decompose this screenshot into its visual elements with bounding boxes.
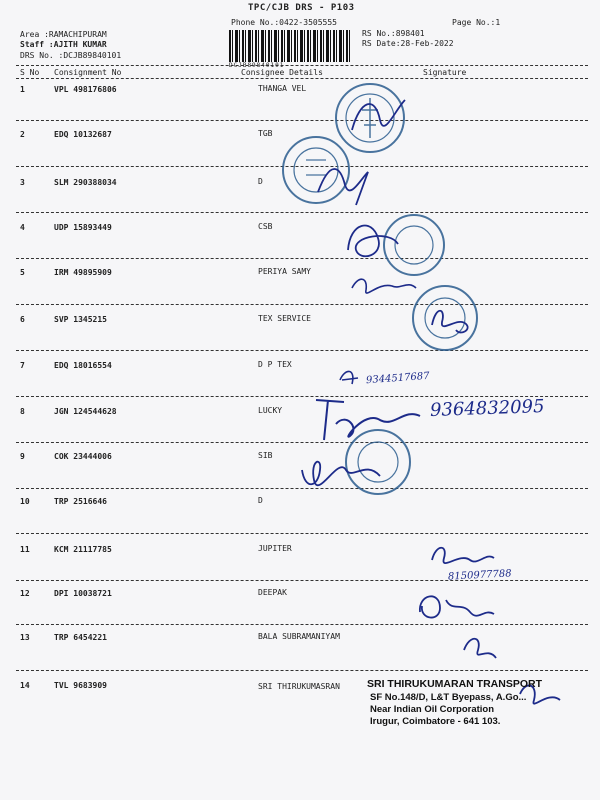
signature-11	[432, 548, 494, 563]
row-consignee: THANGA VEL	[258, 84, 307, 93]
sib-bank-stamp	[346, 430, 410, 494]
row-consignee: JUPITER	[258, 544, 292, 553]
row-sno: 7	[20, 361, 25, 370]
row-consignee: SRI THIRUKUMASRAN	[258, 682, 340, 691]
csb-bank-stamp	[384, 215, 444, 275]
signature-7	[340, 371, 358, 384]
row-consignment: UDP 15893449	[54, 223, 112, 232]
row-consignee: LUCKY	[258, 406, 283, 415]
row-consignment: EDQ 10132687	[54, 130, 112, 139]
handwritten-phone-8: 9364832095	[429, 396, 545, 421]
rs-date: RS Date:28-Feb-2022	[362, 39, 454, 48]
row-sno: 13	[20, 633, 30, 642]
row-consignment: TVL 9683909	[54, 681, 107, 690]
row-consignment: SVP 1345215	[54, 315, 107, 324]
row-consignee: BALA SUBRAMANIYAM	[258, 632, 340, 641]
row-sno: 10	[20, 497, 30, 506]
document-title: TPC/CJB DRS - P103	[248, 3, 355, 13]
row-sno: 5	[20, 268, 25, 277]
company-stamp-line1: SF No.148/D, L&T Byepass, A.Go...	[370, 692, 527, 703]
row-consignment: SLM 290388034	[54, 178, 117, 187]
page-number: Page No.:1	[452, 18, 501, 27]
row-sno: 9	[20, 452, 25, 461]
column-header-sno: S No	[20, 68, 40, 77]
row-consignee: D	[258, 496, 263, 505]
column-header-consignee: Consignee Details	[241, 68, 323, 77]
signature-12	[420, 596, 494, 617]
company-stamp-name: SRI THIRUKUMARAN TRANSPORT	[367, 678, 542, 690]
row-consignment: JGN 124544628	[54, 407, 117, 416]
row-consignee: SIB	[258, 451, 273, 460]
row-consignment: VPL 498176806	[54, 85, 117, 94]
row-consignment: TRP 6454221	[54, 633, 107, 642]
company-stamp-line2: Near Indian Oil Corporation	[370, 704, 495, 715]
row-consignment: IRM 49895909	[54, 268, 112, 277]
company-stamp-line3: Irugur, Coimbatore - 641 103.	[370, 716, 501, 727]
row-sno: 6	[20, 315, 25, 324]
row-sno: 3	[20, 178, 25, 187]
row-consignment: DPI 10038721	[54, 589, 112, 598]
row-sno: 11	[20, 545, 30, 554]
row-sno: 1	[20, 85, 25, 94]
row-consignment: KCM 21117785	[54, 545, 112, 554]
tex-service-stamp	[413, 286, 477, 350]
row-consignee: DEEPAK	[258, 588, 287, 597]
row-consignee: TGB	[258, 129, 273, 138]
row-sno: 14	[20, 681, 30, 690]
column-header-signature: Signature	[423, 68, 467, 77]
row-sno: 4	[20, 223, 25, 232]
signature-8	[316, 400, 420, 440]
drs-number: DRS No. :DCJB89840101	[20, 51, 122, 60]
signature-1	[352, 100, 405, 130]
row-consignee: PERIYA SAMY	[258, 267, 311, 276]
signature-13	[464, 639, 496, 658]
phone-number: Phone No.:0422-3505555	[231, 18, 337, 27]
handwritten-phone-11: 8150977788	[447, 568, 512, 583]
row-consignee: D	[258, 177, 263, 186]
area-label: Area :RAMACHIPURAM	[20, 30, 107, 39]
row-consignee: D P TEX	[258, 360, 292, 369]
staff-label: Staff :AJITH KUMAR	[20, 40, 107, 49]
row-sno: 12	[20, 589, 30, 598]
rs-number: RS No.:898401	[362, 29, 425, 38]
row-consignment: COK 23444006	[54, 452, 112, 461]
signature-5	[352, 279, 416, 293]
signature-2	[318, 169, 368, 205]
bank-stamp-1	[336, 84, 404, 152]
handwritten-phone-7: 9344517687	[365, 370, 430, 387]
row-consignee: CSB	[258, 222, 273, 231]
row-consignment: EDQ 18016554	[54, 361, 112, 370]
row-consignment: TRP 2516646	[54, 497, 107, 506]
row-consignee: TEX SERVICE	[258, 314, 311, 323]
barcode-text: DCJB89840101	[229, 62, 285, 69]
bank-stamp-2	[283, 137, 349, 203]
signature-4	[348, 226, 398, 257]
signature-9	[302, 462, 380, 486]
row-sno: 8	[20, 407, 25, 416]
signature-6	[432, 311, 468, 333]
column-header-consignment: Consignment No	[54, 68, 122, 77]
row-sno: 2	[20, 130, 25, 139]
